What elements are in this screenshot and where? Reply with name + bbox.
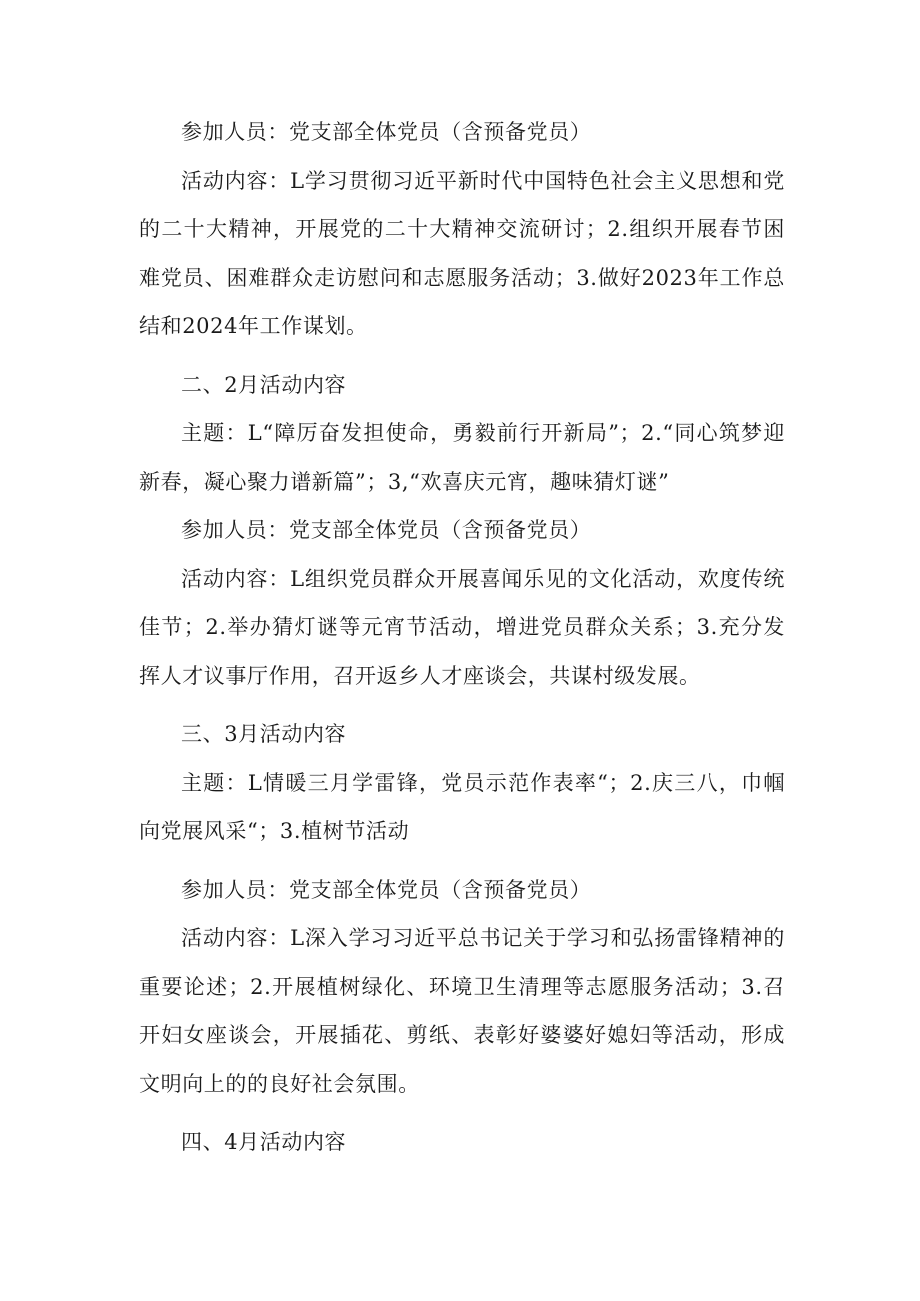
participants-paragraph-jan: 参加人员：党支部全体党员（含预备党员） (181, 120, 592, 144)
document-body (139, 108, 785, 1167)
theme-paragraph-mar: 主题：L情暖三月学雷锋，党员示范作表率“；2.庆三八，巾帼向党展风采“；3.植树节活动 (139, 770, 785, 843)
section-heading-mar: 三、3月活动内容 (181, 722, 347, 746)
activity-content-paragraph-mar: 活动内容：L深入学习习近平总书记关于学习和弘扬雷锋精神的重要论述；2.开展植树绿化、环境卫生清理等志愿服务活动；3.召开妇女座谈会，开展插花、剪纸、表彰好婆婆好媳妇等活动，形成文明向上的的良好社会氛围。 (139, 926, 785, 1096)
section-heading-feb: 二、2月活动内容 (181, 372, 347, 397)
activity-content-paragraph-feb: 活动内容：L组织党员群众开展喜闻乐见的文化活动，欢度传统佳节；2.举办猜灯谜等元宵节活动，增进党员群众关系；3.充分发挥人才议事厅作用，召开返乡人才座谈会，共谋村级发展。 (139, 566, 785, 688)
activity-content-paragraph-jan: 活动内容：L学习贯彻习近平新时代中国特色社会主义思想和党的二十大精神，开展党的二十大精神交流研讨；2.组织开展春节困难党员、困难群众走访慰问和志愿服务活动；3.做好2023年工作总结和2024年工作谋划。 (139, 168, 785, 338)
participants-paragraph-feb: 参加人员：党支部全体党员（含预备党员） (181, 518, 592, 542)
theme-paragraph-feb: 主题：L“障厉奋发担使命，勇毅前行开新局”；2.“同心筑梦迎新春，凝心聚力谱新篇”；3,“欢喜庆元宵，趣味猜灯谜” (139, 421, 785, 494)
section-heading-apr: 四、4月活动内容 (181, 1130, 347, 1154)
participants-paragraph-mar: 参加人员：党支部全体党员（含预备党员） (181, 877, 592, 902)
